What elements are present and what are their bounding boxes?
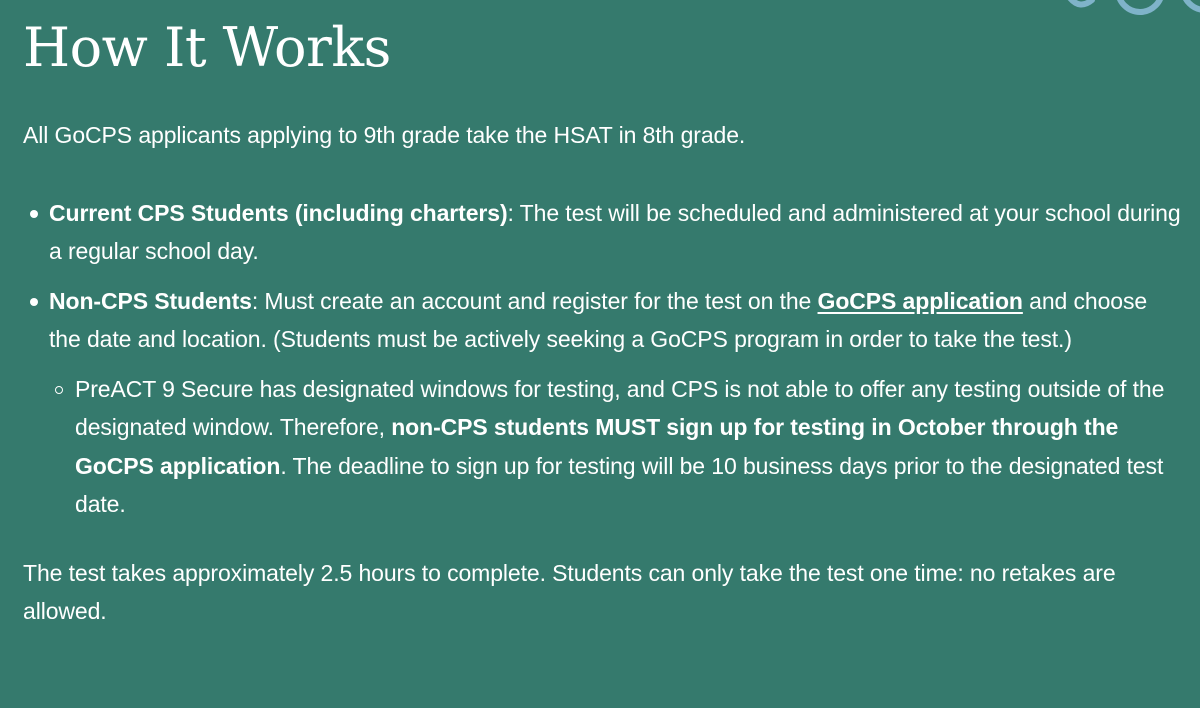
non-cps-students-text-before-link: : Must create an account and register for the test on the	[251, 287, 818, 314]
list-item-current-cps-students	[49, 194, 1183, 271]
gocps-application-link[interactable]: GoCPS application	[817, 287, 1023, 314]
main-content	[23, 14, 1183, 631]
duration-paragraph: The test takes approximately 2.5 hours to complete. Students can only take the test one time: no retakes are allowed.	[23, 559, 1116, 624]
testing-window-text-before: PreACT 9 Secure has designated windows for testing, and CPS is not able to offer any testing outside of the designated window. Therefore,	[75, 375, 1165, 440]
intro-paragraph: All GoCPS applicants applying to 9th grade take the HSAT in 8th grade.	[23, 122, 746, 148]
current-cps-students-label: Current CPS Students (including charters)	[49, 199, 508, 226]
list-item-testing-window	[75, 370, 1183, 524]
non-cps-sub-list	[49, 370, 1183, 524]
student-type-list	[23, 194, 1183, 524]
testing-window-bold-text: non-CPS students MUST sign up for testing in October through the GoCPS application	[75, 414, 1119, 479]
page-title: How It Works	[23, 16, 391, 79]
non-cps-students-label: Non-CPS Students	[49, 287, 252, 314]
testing-window-text-after: . The deadline to sign up for testing will be 10 business days prior to the designated test date.	[75, 452, 1164, 517]
non-cps-students-text-after-link: and choose the date and location. (Students must be actively seeking a GoCPS program in order to take the test.)	[49, 287, 1148, 352]
list-item-non-cps-students	[49, 282, 1183, 524]
current-cps-students-text: : The test will be scheduled and administered at your school during a regular school day.	[49, 199, 1181, 264]
